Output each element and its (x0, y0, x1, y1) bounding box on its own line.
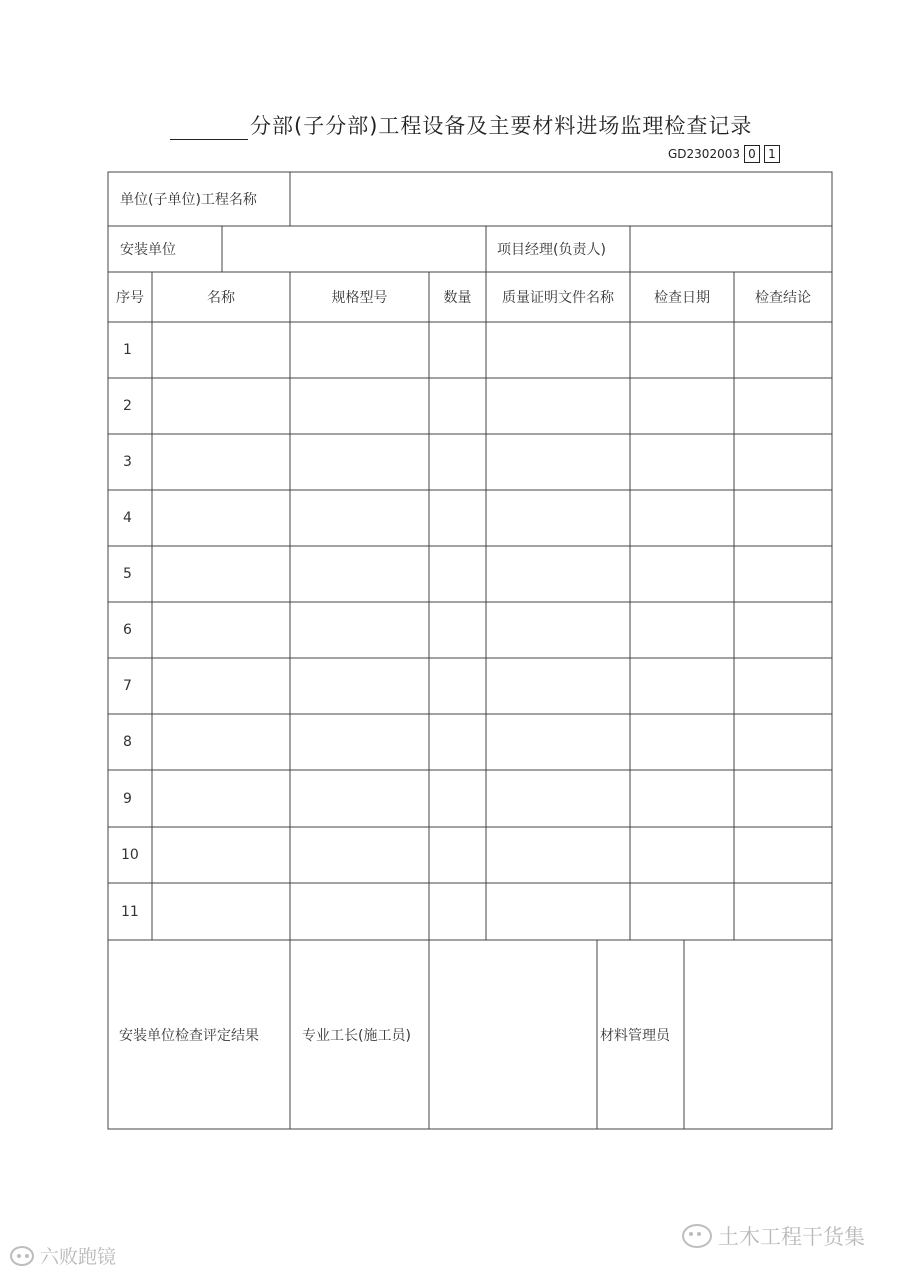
col-header-no: 序号 (116, 290, 144, 306)
row-number-4: 4 (123, 510, 132, 526)
manager-field[interactable] (640, 226, 825, 272)
col-header-name: 名称 (207, 290, 235, 306)
row-number-10: 10 (121, 847, 139, 863)
watermark-left (10, 1242, 116, 1269)
foreman-label: 专业工长(施工员) (302, 1027, 411, 1044)
col-header-spec: 规格型号 (331, 290, 388, 306)
form-code-text: GD2302003 (668, 147, 740, 161)
row-number-9: 9 (123, 790, 132, 807)
row-number-3: 3 (123, 454, 132, 470)
col-header-result: 检查结论 (755, 290, 811, 306)
row-number-6: 6 (123, 622, 132, 638)
title-text: 分部(子分部)工程设备及主要材料进场监理检查记录 (250, 114, 753, 138)
watermark-logo-icon (10, 1246, 34, 1266)
row-number-2: 2 (123, 398, 132, 414)
install-eval-label: 安装单位检查评定结果 (119, 1027, 259, 1044)
row-number-8: 8 (123, 734, 132, 750)
col-header-cert: 质量证明文件名称 (502, 290, 614, 306)
row-number-11: 11 (121, 903, 139, 920)
manager-label: 项目经理(负责人) (497, 242, 606, 258)
install-unit-field[interactable] (230, 226, 480, 272)
project-name-label: 单位(子单位)工程名称 (120, 192, 257, 208)
form-code-box-2: 1 (764, 145, 780, 163)
material-manager-label: 材料管理员 (600, 1027, 670, 1044)
col-header-qty: 数量 (443, 290, 472, 306)
row-number-1: 1 (123, 342, 132, 358)
col-header-date: 检查日期 (654, 290, 710, 306)
form-code-box-1: 0 (744, 145, 760, 163)
install-unit-label: 安装单位 (120, 242, 176, 258)
watermark-right-text: 土木工程干货集 (718, 1225, 865, 1249)
row-number-5: 5 (123, 566, 132, 582)
row-number-7: 7 (123, 678, 132, 694)
watermark-left-text: 六败跑镜 (40, 1246, 117, 1268)
wechat-icon (682, 1224, 712, 1248)
project-name-field[interactable] (300, 172, 820, 226)
watermark-right (682, 1221, 865, 1251)
